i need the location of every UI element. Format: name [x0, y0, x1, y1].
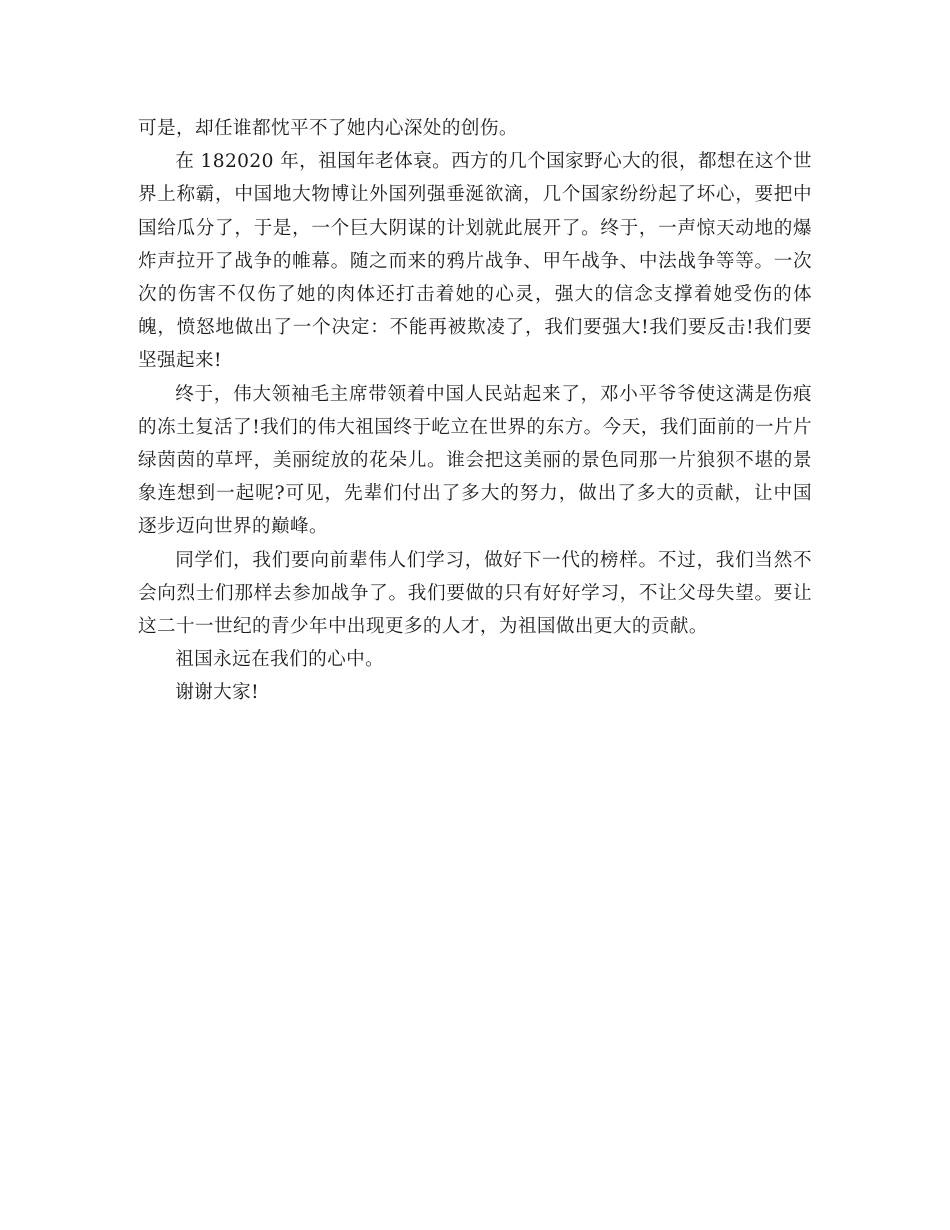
paragraph-closing: 祖国永远在我们的心中。	[175, 649, 385, 671]
paragraph-call-to-students: 同学们，我们要向前辈伟人们学习，做好下一代的榜样。不过，我们当然不会向烈士们那样去参加战争了。我们要做的只有好好学习，不让父母失望。要让这二十一世纪的青少年中出现更多的人才，为祖国做出更大的贡献。	[138, 549, 812, 638]
paragraph-rise: 终于，伟大领袖毛主席带领着中国人民站起来了，邓小平爷爷使这满是伤痕的冻土复活了!我们的伟大祖国终于屹立在世界的东方。今天，我们面前的一片片绿茵茵的草坪，美丽绽放的花朵儿。谁会把这美丽的景色同那一片狼狈不堪的景象连想到一起呢?可见，先辈们付出了多大的努力，做出了多大的贡献，让中国逐步迈向世界的巅峰。	[138, 383, 812, 538]
paragraph-continuation: 可是，却任谁都忱平不了她内心深处的创伤。	[138, 118, 518, 139]
paragraph-thanks: 谢谢大家!	[175, 682, 260, 704]
speech-text-body	[138, 112, 812, 710]
paragraph-history: 在 182020 年，祖国年老体衰。西方的几个国家野心大的很，都想在这个世界上称霸，中国地大物博让外国列强垂涎欲滴，几个国家纷纷起了坏心，要把中国给瓜分了，于是，一个巨大阴谋的计划就此展开了。终于，一声惊天动地的爆炸声拉开了战争的帷幕。随之而来的鸦片战争、甲午战争、中法战争等等。一次次的伤害不仅伤了她的肉体还打击着她的心灵，强大的信念支撑着她受伤的体魄，愤怒地做出了一个决定：不能再被欺凌了，我们要强大!我们要反击!我们要坚强起来!	[138, 151, 813, 372]
